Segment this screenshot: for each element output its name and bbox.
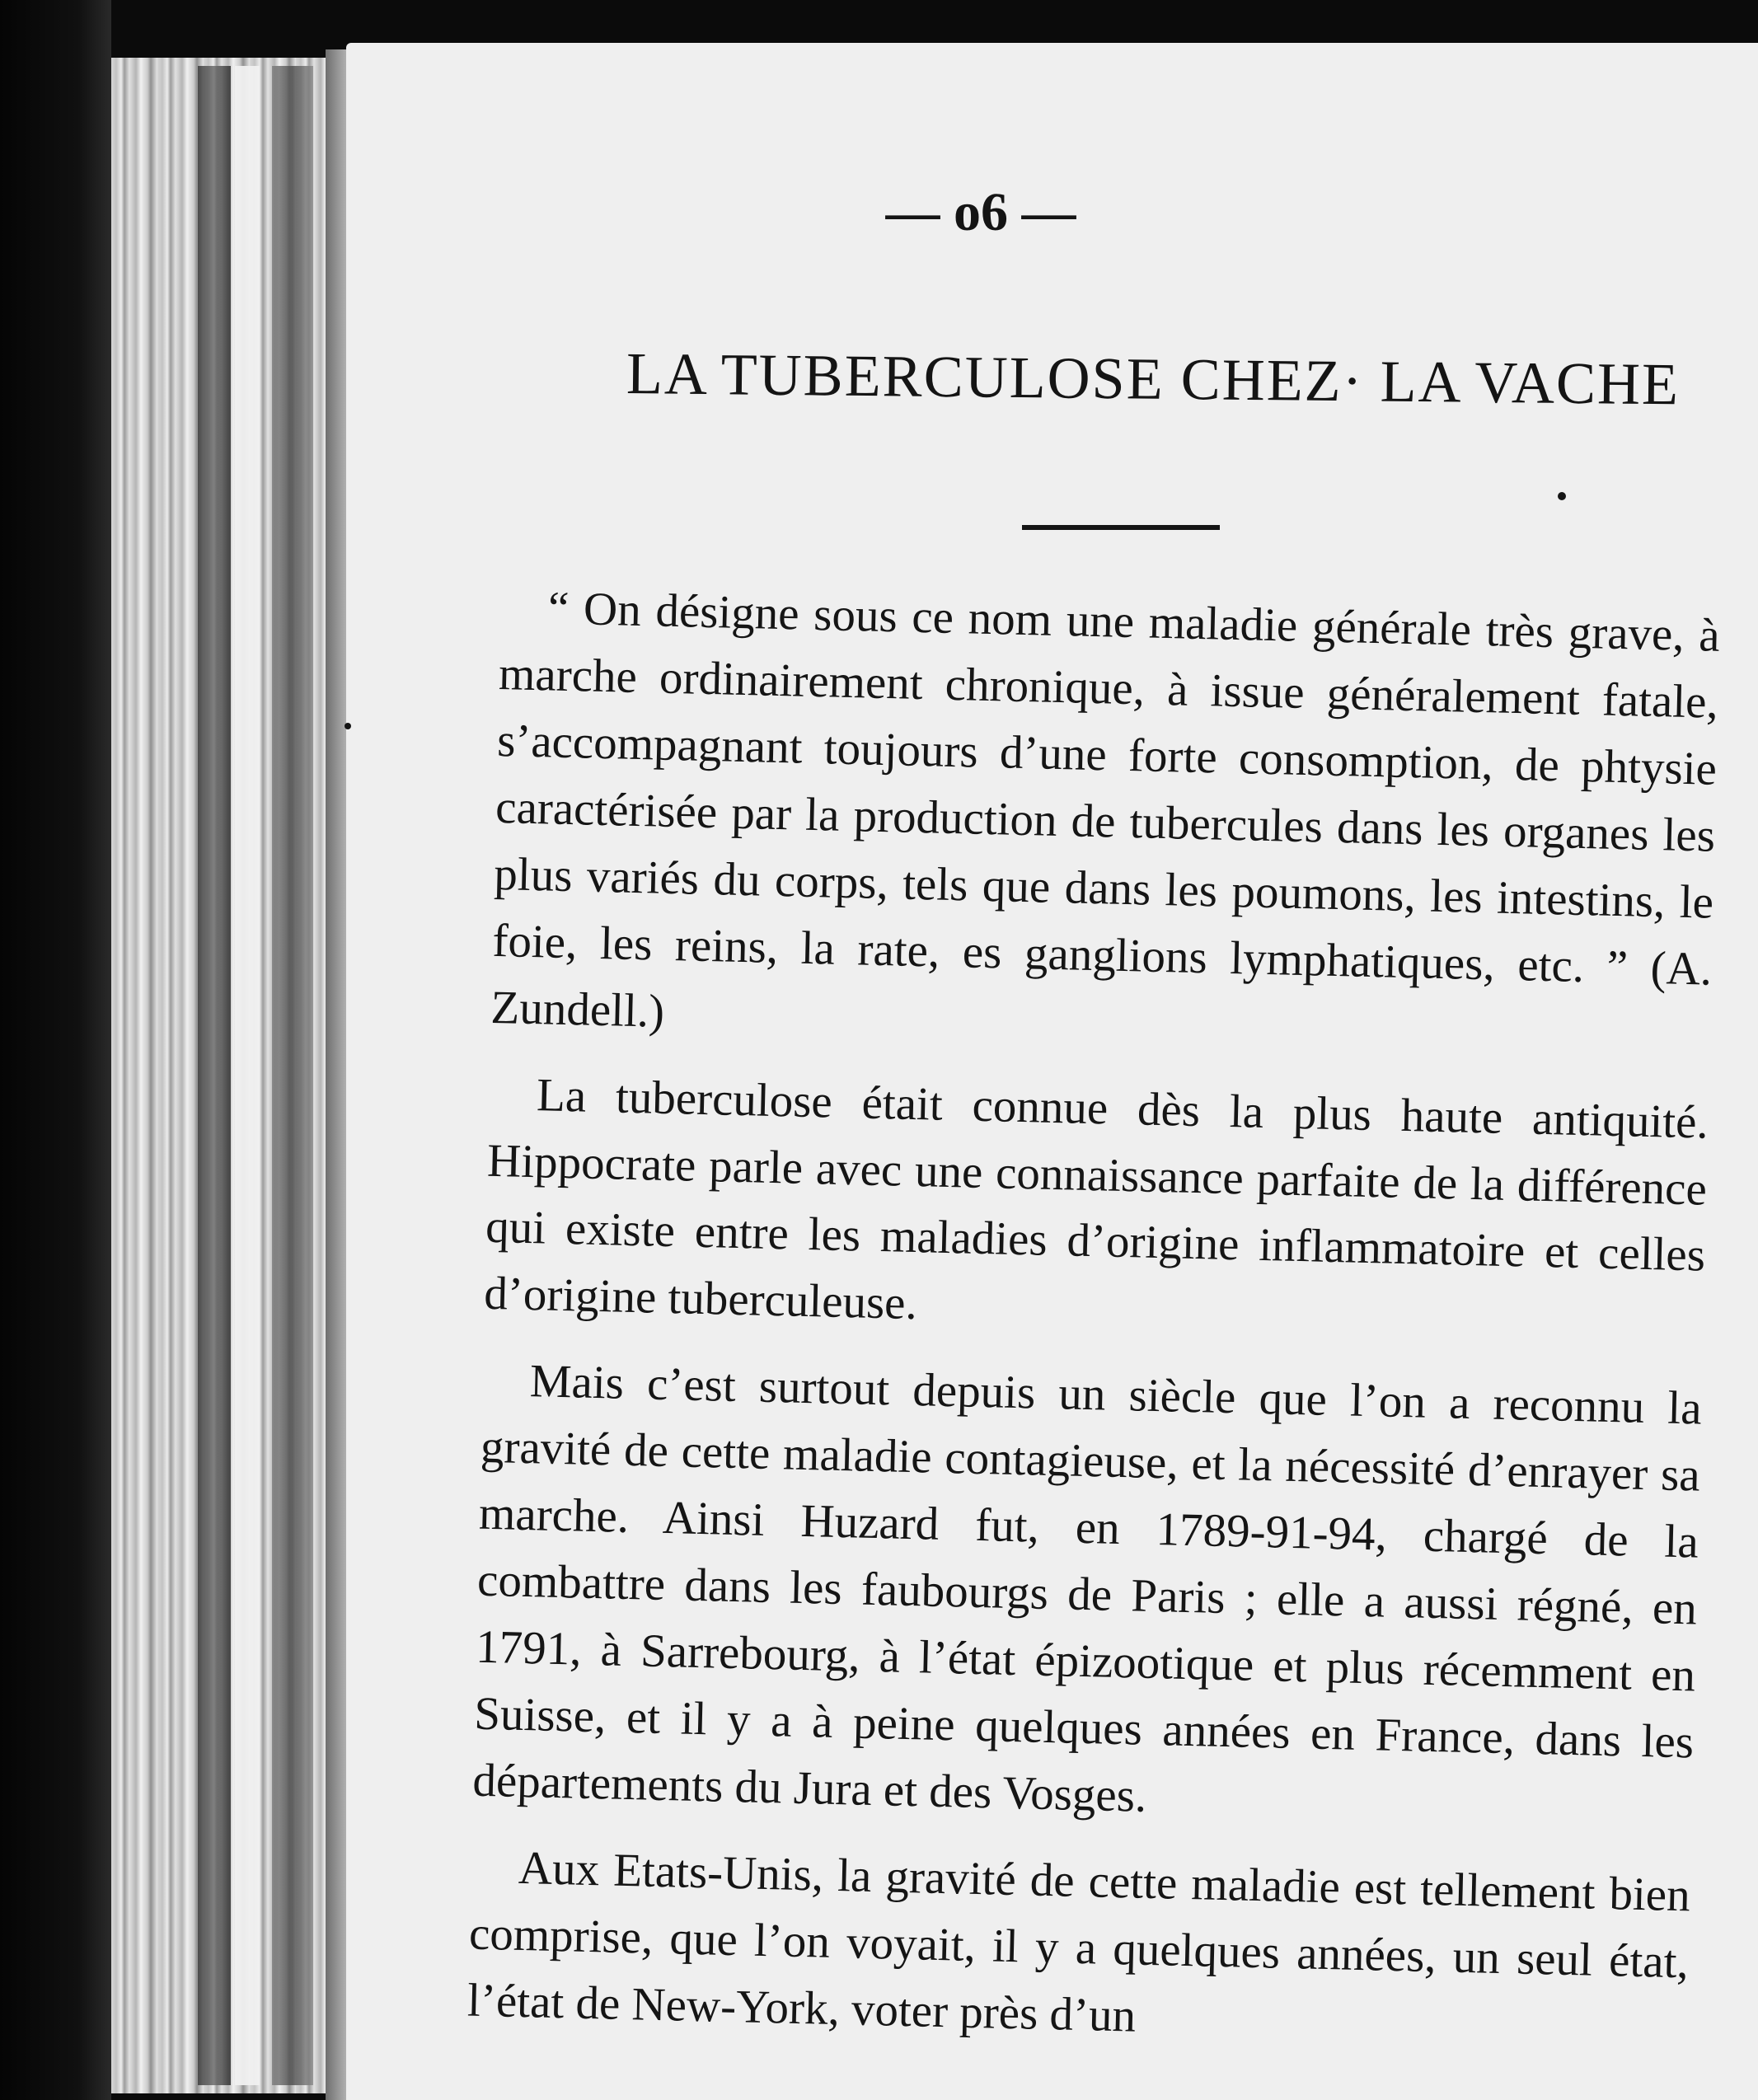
paragraph-quote: “ On désigne sous ce nom une maladie générale très grave, à marche ordinairement chronique, à issue généralement fatale, s’accompagnant toujours d’une forte consomption, de phtysie caractérisée par la production de tubercules dans les organes les plus variés du corps, tels que dans les poumons, les intestins, le foie, les reins, la rate, es ganglions lymphatiques, etc. ” (A. Zundell.) [490,582,1721,1038]
page-title: LA TUBERCULOSE CHEZ· LA VACHE [626,340,1681,418]
title-rule [1022,525,1220,530]
spine-band [235,66,260,2085]
page-number: — o6 — [885,182,1076,242]
paragraph-history: La tuberculose était connue dès la plus haute antiquité. Hippocrate parle avec une connaissance parfaite de la différence qui existe entre les maladies d’origine inflammatoire et celles d’origine tuberculeuse. [483,1068,1709,1330]
ink-speck [345,723,351,729]
paragraph-usa: Aux Etats-Unis, la gravité de cette maladie est tellement bien comprise, que l’on voyait, il y a quelques années, un seul état, l’état de New-York, voter près d’un [466,1841,1691,2042]
ink-speck [1558,492,1566,500]
body-text [466,574,1721,2083]
scan-background-edge [0,0,111,2100]
spine-band [198,66,231,2085]
book-page [346,43,1758,2100]
paragraph-contagion: Mais c’est surtout depuis un siècle que l’on a reconnu la gravité de cette maladie contagieuse, et la nécessité d’enrayer sa marche. Ainsi Huzard fut, en 1789-91-94, chargé de la combattre dans les faubourgs de Paris ; elle a aussi régné, en 1791, à Sarrebourg, à l’état épizootique et plus récemment en Suisse, et il y a à peine quelques années en France, dans les départements du Jura et des Vosges. [471,1355,1703,1822]
spine-band [272,66,313,2085]
